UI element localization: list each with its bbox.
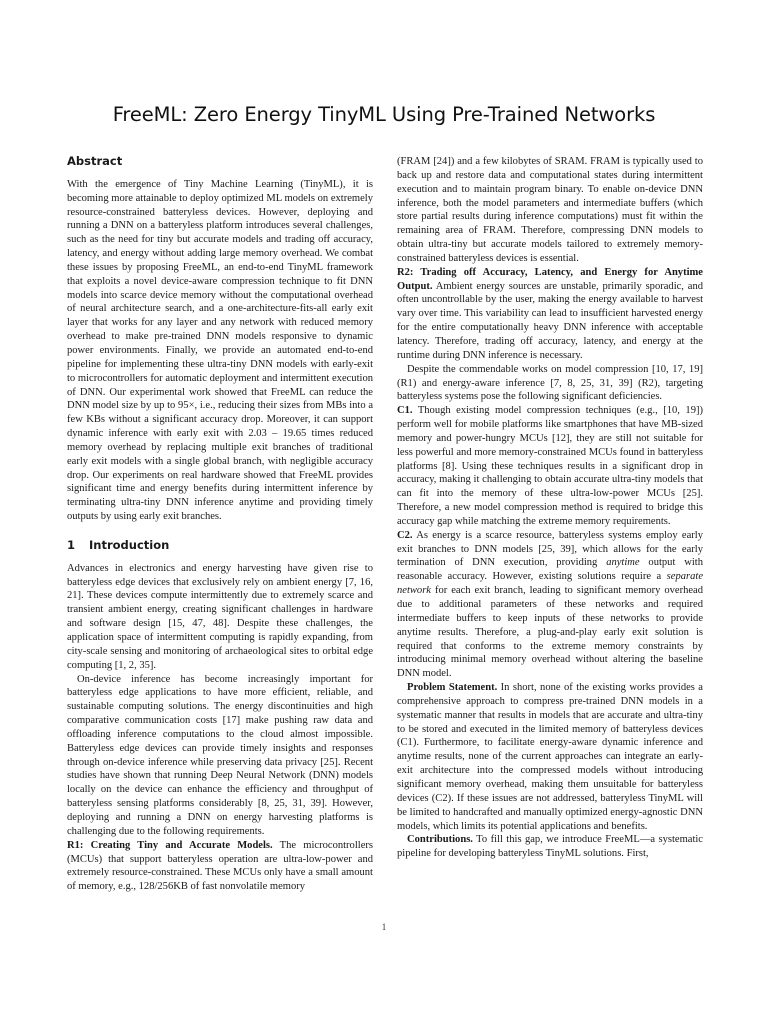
challenge-c1-label: C1.: [397, 405, 413, 417]
requirement-r1-label: R1: Creating Tiny and Accurate Models.: [67, 839, 273, 851]
challenge-c2-label: C2.: [397, 529, 413, 541]
challenge-c2-text-a: As energy is a scarce resource, batteryless systems employ early exit branches to DNN models [25, 39], which allows for the early termination of DNN execution, providing: [397, 529, 703, 569]
contributions-label: Contributions.: [407, 834, 473, 846]
r1-continuation: (FRAM [24]) and a few kilobytes of SRAM. FRAM is typically used to back up and restore data and computational states during intermittent execution and to maintain program binary. To enable on-device DNN inference, both the model parameters and intermediate buffers (which store partial results during inference computations) must fit within the remaining area of FRAM. Therefore, compressing DNN models to obtain ultra-tiny but accurate models tailored to extremely memory-constrained batteryless devices is essential.: [397, 156, 703, 264]
contributions: [397, 833, 703, 861]
section-title: Introduction: [89, 537, 170, 552]
section-heading-introduction: [67, 539, 373, 553]
challenge-c2-text-c: for each exit branch, leading to significant memory overhead due to additional parameters of these networks and required intermediate buffers to keep inputs of these networks to provide anytime results. Therefore, a plug-and-play early exit solution is required that conforms to the extreme memory constraints by introducing minimal memory overhead without altering the baseline DNN model.: [397, 585, 703, 680]
deficiencies-intro: Despite the commendable works on model compression [10, 17, 19] (R1) and energy-aware inference [7, 8, 25, 31, 39] (R2), targeting batteryless systems pose the following significant deficiencies.: [397, 363, 703, 403]
emphasis-separate-network: separate network: [397, 571, 703, 597]
paper-title: FreeML: Zero Energy TinyML Using Pre-Trained Networks: [112, 103, 656, 126]
section-number: 1: [67, 537, 76, 552]
abstract-heading: Abstract: [67, 154, 123, 168]
problem-statement: [397, 681, 703, 833]
challenge-c1: [397, 404, 703, 529]
requirement-r1: [67, 839, 373, 894]
problem-statement-text: In short, none of the existing works provides a comprehensive approach to compress pre-trained DNN models in a systematic manner that results in models that are accurate and ultra-tiny to be stored and executed in the limited memory of batteryless devices (C1). Furthermore, to facilitate energy-aware dynamic inference and anytime results, none of the current approaches can integrate an early-exit architecture into the compressed models without introducing significant memory overhead, making them unsuitable for batteryless devices (C2). If these issues are not addressed, batteryless TinyML will be limited to handcrafted and manually optimized energy-agnostic DNN models, which limits its potential applications and benefits.: [397, 682, 703, 832]
intro-paragraph-2: On-device inference has become increasingly important for batteryless edge applications to have more efficient, reliable, and sustainable computing solutions. The energy discontinuities and high comparative communication costs [17] make pushing raw data and offloading inference computations to the cloud almost impossible. Batteryless edge devices can provide timely insights and responses through on-device inference while preserving data privacy [25]. Recent studies have shown that running Deep Neural Network (DNN) models locally on the device can enhance the efficiency and throughput of batteryless sensing platforms considerably [8, 25, 31, 39]. However, deploying and running a DNN on energy harvesting platforms is challenging due to the following requirements.: [67, 673, 373, 837]
challenge-c2-text-b: output with reasonable accuracy. However, existing solutions require a: [397, 557, 703, 583]
requirement-r1-text: The microcontrollers (MCUs) that support batteryless operation are ultra-low-power and extremely resource-constrained. These MCUs only have a small amount of memory, e.g., 128/256KB of fast nonvolatile memory: [67, 839, 373, 893]
page-number: 1: [381, 922, 387, 932]
intro-paragraph-1: Advances in electronics and energy harvesting have given rise to batteryless edge devices that exclusively rely on ambient energy [7, 16, 21]. These devices compute intermittently due to extremely scarce and transient ambient energy, creating significant challenges in hardware and software design [15, 47, 48]. Despite these challenges, the application space of intermittent computing is rapidly expanding, from city-scale sensing and monitoring of archaeological sites to orbital edge computing [1, 2, 35].: [67, 562, 373, 671]
emphasis-anytime: anytime: [606, 557, 640, 569]
left-column: [67, 155, 373, 894]
challenge-c1-text: Though existing model compression techniques (e.g., [10, 19]) perform well for mobile platforms like smartphones that have MB-sized memory and power-hungry MCUs [12], they are still not suitable for less powerful and more memory-constrained MCUs found in batteryless platforms [8]. Using these techniques results in a significant drop in accuracy, making it challenging to obtain accurate ultra-tiny models that can fit into the memory of these ultra-low-power MCUs [25]. Therefore, a new model compression method is required to bridge this accuracy gap while matching the extreme memory requirements.: [397, 405, 703, 527]
problem-statement-label: Problem Statement.: [407, 682, 498, 694]
requirement-r2-text: Ambient energy sources are unstable, primarily sporadic, and often uncontrollable by the user, making the energy available to harvest vary over time. This variability can lead to insufficient harvested energy for the entire computationally heavy DNN inference with acceptable latency. Therefore, trading off accuracy, latency, and energy at the runtime during DNN inference is necessary.: [397, 280, 703, 361]
requirement-r2-label: R2: Trading off Accuracy, Latency, and Energy for Anytime Output.: [397, 266, 703, 292]
contributions-text: To fill this gap, we introduce FreeML—a systematic pipeline for developing batteryless TinyML solutions. First,: [397, 834, 703, 860]
challenge-c2: [397, 529, 703, 681]
requirement-r2: [397, 266, 703, 363]
right-column: [397, 155, 703, 861]
abstract-text: With the emergence of Tiny Machine Learning (TinyML), it is becoming more attainable to deploy optimized ML models on extremely resource-constrained batteryless devices. However, deploying and running a DNN on a batteryless platform introduces several challenges, such as the need for tiny but accurate models and trading off accuracy, latency, and energy without adding large memory overhead. We combat these issues by proposing FreeML, an end-to-end TinyML framework that exploits a novel device-aware compression technique to fit DNN models into scarce device memory without the computational overhead of neural architecture search, and a one-architecture-fits-all early exit layer that works for any layer and any network with reduced memory overhead to make pre-trained DNN models responsive to dynamic power environments. Finally, we provide an automated end-to-end pipeline for implementing these ultra-tiny DNN models with early-exit to microcontrollers for automatic deployment and intermittent execution of DNN. Our experimental work showed that FreeML can reduce the DNN model size by up to 95×, i.e., reducing their sizes from MBs into a few KBs without a significant accuracy drop. Moreover, it can support dynamic inference with early exit with 2.03 – 19.65 times reduced memory overhead by replacing multiple exit branches of traditional early exit models with a single global branch, with negligible accuracy drop. Our experiments on real hardware showed that FreeML provides significant time and energy benefits during intermittent inference by terminating ultra-tiny DNN inference anytime and providing timely outputs by using early exit branches.: [67, 178, 373, 523]
